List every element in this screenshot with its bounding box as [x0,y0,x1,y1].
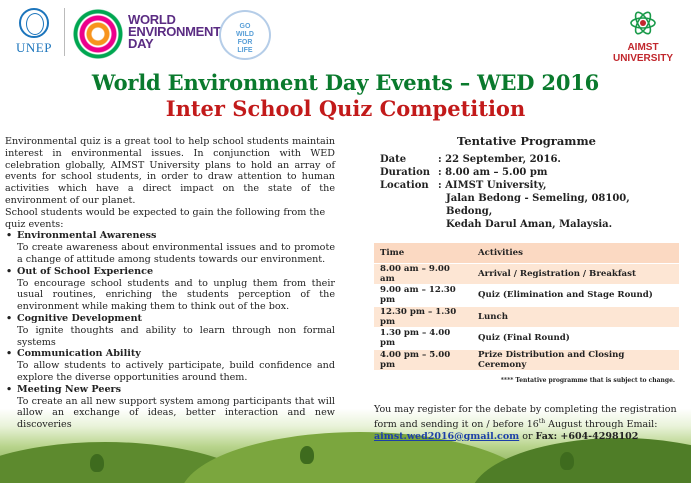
tentative-note: **** Tentative programme that is subject to change. [500,377,675,384]
benefit-heading: • Cognitive Development [5,313,335,325]
schedule-table [374,243,679,371]
wed-logo-line: WORLD [128,12,176,27]
date-label: Date [380,154,407,165]
duration-row [374,166,679,179]
benefit-item [5,230,335,265]
tree-shape [560,452,574,470]
activity-cell: Quiz (Elimination and Stage Round) [472,285,679,307]
benefit-heading: • Communication Ability [5,348,335,360]
aimst-logo-line: UNIVERSITY [612,53,673,64]
wed-logo-line: DAY [128,36,154,51]
benefit-text: To encourage school students and to unplug them from their usual routines, enriching the students perception of the environment while making them to think out of the box. [17,277,335,313]
benefit-heading: • Meeting New Peers [5,384,335,396]
wed-fingerprint-logo [72,8,124,60]
wed-logo-text [128,14,221,50]
tree-shape [300,446,314,464]
gowild-line: FOR [237,39,253,46]
column-header-activities: Activities [472,243,679,263]
benefit-heading: • Out of School Experience [5,266,335,278]
activity-cell: Arrival / Registration / Breakfast [472,263,679,285]
page-title: World Environment Day Events – WED 2016 [91,70,600,95]
registration-text: August through Email: [545,418,658,430]
tree-shape [90,454,104,472]
hill-shape [470,438,691,483]
date-row [374,153,679,166]
duration-value: : 8.00 am – 5.00 pm [438,167,548,178]
description-column [5,136,335,431]
benefit-text: To allow students to actively participate, build confidence and explore the diverse opportunities around them. [17,360,335,383]
registration-text: You may register for the debate by completing the registration form and sending it on / before 16 [374,404,677,430]
table-row [374,328,679,350]
time-cell: 9.00 am – 12.30 pm [374,285,472,307]
benefit-text: To create an all new support system among participants that will allow an exchange of ideas, better interaction and new discoveries [17,395,335,431]
time-cell: 4.00 pm – 5.00 pm [374,349,472,371]
gowild-line: GO [239,23,251,30]
logo-strip [0,0,691,62]
location-line: Jalan Bedong - Semeling, 08100, Bedong, [446,193,630,217]
globe-icon [19,8,49,38]
location-value [438,179,679,231]
time-cell: 12.30 pm – 1.30 pm [374,306,472,328]
activity-cell: Lunch [472,306,679,328]
wed-logo-line: ENVIRONMENT [128,24,221,39]
location-line: : AIMST University, [438,180,547,191]
location-line: Kedah Darul Aman, Malaysia. [446,219,613,230]
time-cell: 8.00 am – 9.00 am [374,263,472,285]
activity-cell: Prize Distribution and Closing Ceremony [472,349,679,371]
table-row [374,349,679,371]
table-row [374,285,679,307]
date-value: : 22 September, 2016. [438,154,561,165]
gowild-line: LIFE [237,47,253,54]
table-row [374,306,679,328]
go-wild-for-life-logo [219,10,271,60]
column-header-time: Time [374,243,472,263]
logo-divider [64,8,65,56]
registration-info [374,404,679,443]
atom-icon [629,8,657,38]
email-link[interactable]: aimst.wed2016@gmail.com [374,430,520,442]
location-row [374,179,679,231]
benefit-heading: • Environmental Awareness [5,230,335,242]
programme-title: Tentative Programme [457,134,596,148]
programme-column [374,134,679,443]
gowild-line: WILD [236,31,254,38]
intro-paragraph-2: School students would be expected to gain the following from the quiz events: [5,206,326,230]
intro-paragraph: Environmental quiz is a great tool to help school students maintain interest in environmental issues. In conjunction with WED celebration globally, AIMST University plans to hold an array of events for school students, in order to draw attention to human activities which have a direct impact on the state of the environment of our planet. [5,136,335,206]
location-label: Location [380,180,429,191]
time-cell: 1.30 pm – 4.00 pm [374,328,472,350]
registration-text: or [519,430,536,442]
page-subtitle: Inter School Quiz Competition [165,96,526,121]
benefit-text: To ignite thoughts and ability to learn through non formal systems [17,324,335,348]
table-header-row [374,243,679,263]
activity-cell: Quiz (Final Round) [472,328,679,350]
unep-logo-text: UNEP [16,40,52,55]
benefit-item [5,266,335,313]
benefit-item [5,313,335,348]
benefit-text: To create awareness about environmental issues and to promote a change of attitude among students towards our environment. [17,242,335,265]
benefit-item [5,384,335,431]
aimst-university-logo [606,8,680,64]
duration-label: Duration [380,167,431,178]
benefit-item [5,348,335,383]
unep-logo [10,8,58,56]
event-details [374,153,679,231]
aimst-logo-line: AIMST [627,42,659,53]
fax-number: Fax: +604-4298102 [535,430,639,442]
table-row [374,263,679,285]
ordinal-suffix: th [538,417,546,425]
